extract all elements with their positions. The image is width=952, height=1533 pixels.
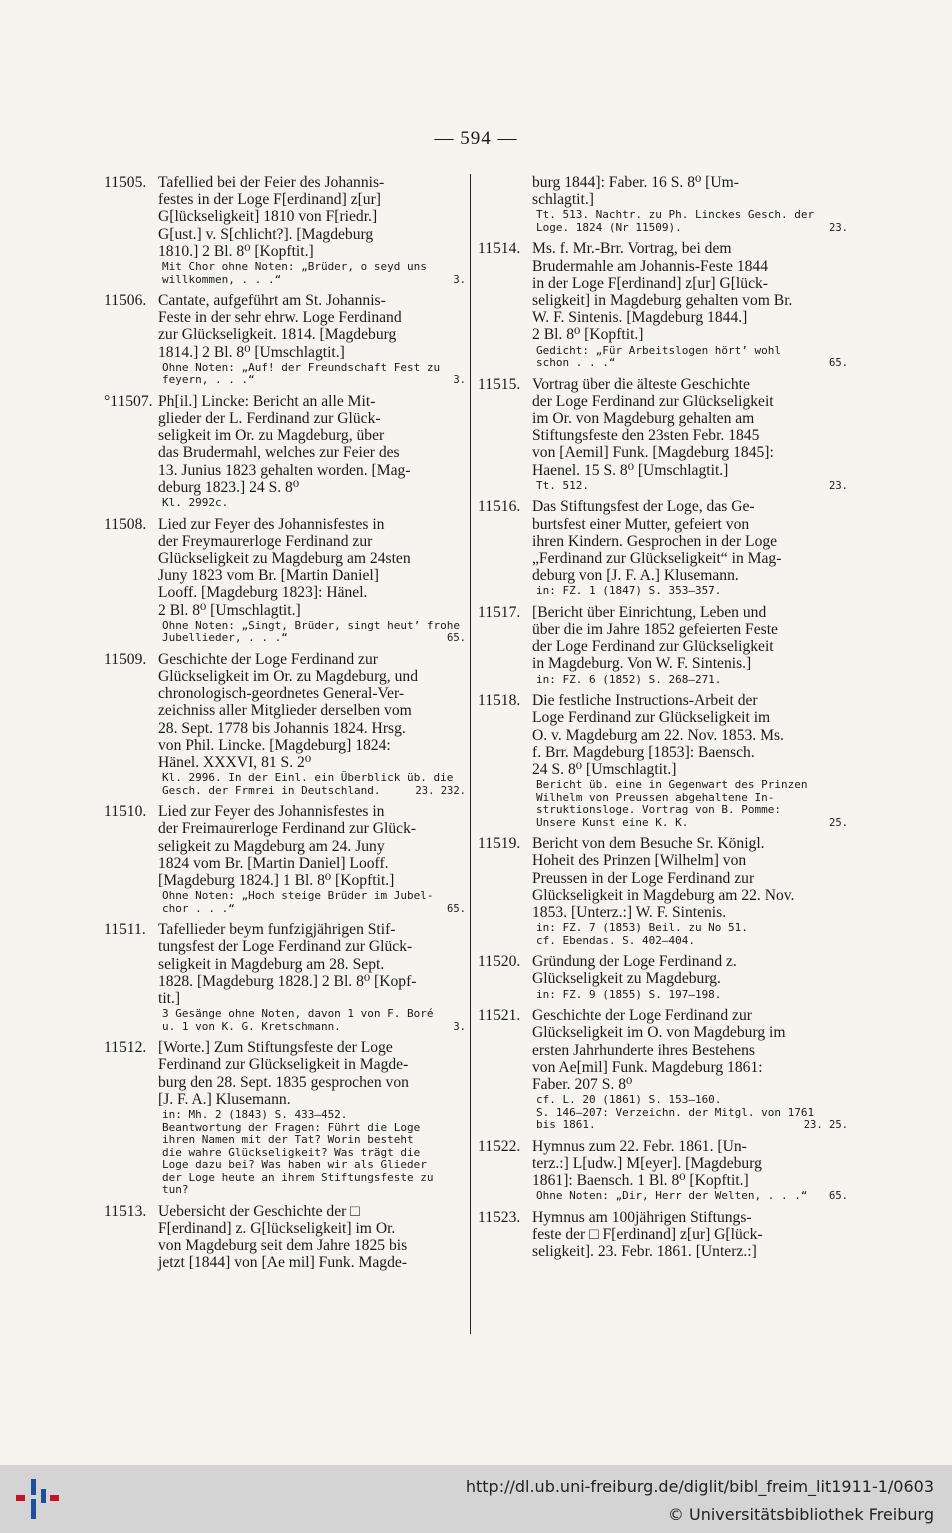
- note-line: Ohne Noten: „Hoch steige Brüder im Jubel-: [162, 889, 434, 903]
- note-line: Ohne Noten: „Auf! der Freundschaft Fest zu: [162, 360, 441, 374]
- entry-text: [532, 835, 848, 921]
- entry-text: [158, 803, 466, 889]
- entry-line: Faber. 207 S. 8⁰: [532, 1075, 633, 1093]
- entry-line: Stiftungsfeste den 23sten Febr. 1845: [532, 427, 760, 445]
- entry-line: 1828. [Magdeburg 1828.] 2 Bl. 8⁰ [Kopf-: [158, 972, 417, 990]
- entry-line: zur Glückseligkeit. 1814. [Magdeburg: [158, 326, 397, 344]
- entry-line: 2 Bl. 8⁰ [Kopftit.]: [532, 326, 644, 344]
- entry-number: 11522.: [478, 1137, 521, 1155]
- entry-line: Glückseligkeit im O. von Magdeburg im: [532, 1024, 786, 1042]
- note-line: in: FZ. 1 (1847) S. 353—357.: [536, 584, 722, 598]
- entry-text: [158, 921, 466, 1007]
- note-line: Mit Chor ohne Noten: „Brüder, o seyd uns: [162, 260, 427, 274]
- entry-line: 13. Junius 1823 gehalten worden. [Mag-: [158, 461, 411, 479]
- entry-note: [532, 989, 848, 1002]
- entry-line: feste der □ F[erdinand] z[ur] G[lück-: [532, 1225, 763, 1243]
- entry-line: seligkeit zu Magdeburg am 24. Juny: [158, 837, 385, 855]
- entry-line: burg 1844]: Faber. 16 S. 8⁰ [Um-: [532, 174, 739, 191]
- entry-line: f. Brr. Magdeburg [1853]: Baensch.: [532, 743, 755, 761]
- entry-line: W. F. Sintenis. [Magdeburg 1844.]: [532, 309, 748, 327]
- entry-note: [158, 620, 466, 645]
- note-reference: 3.: [453, 1020, 466, 1033]
- entry-line: der Freymaurerloge Ferdinand zur: [158, 532, 373, 550]
- entry-line: Preussen in der Loge Ferdinand zur: [532, 869, 755, 887]
- entry-line: Ph[il.] Lincke: Bericht an alle Mit-: [158, 392, 376, 410]
- entry-number: 11512.: [104, 1039, 147, 1057]
- entry-text: [532, 604, 848, 673]
- entry-line: burg den 28. Sept. 1835 gesprochen von: [158, 1073, 409, 1091]
- entry-line: tungsfest der Loge Ferdinand zur Glück-: [158, 938, 413, 956]
- note-line: Gedicht: „Für Arbeitslogen hört’ wohl: [536, 343, 782, 357]
- note-line: Tt. 512.: [536, 478, 589, 492]
- note-line: Ohne Noten: „Dir, Herr der Welten, . . .“: [536, 1189, 808, 1203]
- entry-line: Geschichte der Loge Ferdinand zur: [532, 1007, 752, 1025]
- note-line: u. 1 von K. G. Kretschmann.: [162, 1019, 341, 1033]
- entry-number: 11510.: [104, 803, 147, 821]
- entry-line: 24 S. 8⁰ [Umschlagtit.]: [532, 760, 677, 778]
- bibliography-entry: [104, 803, 466, 915]
- entry-line: Lied zur Feyer des Johannisfestes in: [158, 803, 385, 821]
- entry-line: seligkeit in Magdeburg am 28. Sept.: [158, 955, 385, 973]
- entry-note: [158, 772, 466, 797]
- note-reference: 23.: [829, 479, 848, 492]
- entry-line: burtsfest einer Mutter, gefeiert von: [532, 515, 750, 533]
- note-line: Loge. 1824 (Nr 11509).: [536, 220, 682, 234]
- bibliography-entry: [104, 651, 466, 797]
- bibliography-entry: [478, 498, 848, 598]
- entry-number: 11506.: [104, 292, 147, 310]
- entry-line: G[lückseligkeit] 1810 von F[riedr.]: [158, 208, 378, 226]
- entry-note: [532, 779, 848, 829]
- note-line: Beantwortung der Fragen: Führt die Loge: [162, 1120, 421, 1134]
- entry-line: seligkeit]. 23. Febr. 1861. [Unterz.:]: [532, 1243, 757, 1261]
- bibliography-entry: [478, 174, 848, 234]
- entry-line: Glückseligkeit im Or. zu Magdeburg, und: [158, 667, 418, 685]
- entry-line: Ferdinand zur Glückseligkeit in Magde-: [158, 1056, 409, 1074]
- entry-text: [532, 953, 848, 987]
- entry-line: 28. Sept. 1778 bis Johannis 1824. Hrsg.: [158, 719, 406, 737]
- entry-line: seligkeit] in Magdeburg gehalten vom Br.: [532, 292, 793, 310]
- entry-text: [532, 376, 848, 479]
- entry-line: Glückseligkeit in Magdeburg am 22. Nov.: [532, 886, 795, 904]
- note-line: Wilhelm von Preussen abgehaltene In-: [536, 790, 775, 804]
- entry-note: [532, 209, 848, 234]
- entry-line: Juny 1823 vom Br. [Martin Daniel]: [158, 567, 379, 585]
- entry-note: [158, 497, 466, 510]
- entry-line: der Freimaurerloge Ferdinand zur Glück-: [158, 820, 417, 838]
- entry-line: 1810.] 2 Bl. 8⁰ [Kopftit.]: [158, 242, 314, 260]
- entry-line: seligkeit im Or. zu Magdeburg, über: [158, 427, 385, 445]
- entry-line: Bericht von dem Besuche Sr. Königl.: [532, 835, 765, 853]
- entry-number: 11518.: [478, 692, 521, 710]
- entry-number: 11508.: [104, 515, 147, 533]
- entry-number: 11521.: [478, 1007, 521, 1025]
- page-number: — 594 —: [434, 128, 518, 149]
- note-line: cf. Ebendas. S. 402—404.: [536, 933, 695, 947]
- entry-line: der Loge Ferdinand zur Glückseligkeit: [532, 392, 774, 410]
- entry-text: [158, 393, 466, 496]
- note-line: Loge dazu bei? Was haben wir als Glieder: [162, 1158, 427, 1172]
- entry-text: [532, 1007, 848, 1093]
- entry-text: [532, 174, 848, 208]
- bibliography-entry: [104, 921, 466, 1033]
- note-line: 3 Gesänge ohne Noten, davon 1 von F. Boré: [162, 1007, 434, 1021]
- note-line: ihren Namen mit der Tat? Worin besteht: [162, 1133, 414, 1147]
- entry-note: [532, 922, 848, 947]
- note-reference: 65.: [447, 632, 466, 645]
- entry-text: [158, 1039, 466, 1108]
- entry-note: [158, 1008, 466, 1033]
- entry-line: Looff. [Magdeburg 1823]: Hänel.: [158, 584, 368, 602]
- entry-number: 11505.: [104, 174, 147, 191]
- entry-line: Gründung der Loge Ferdinand z.: [532, 953, 737, 971]
- entry-line: Ms. f. Mr.-Brr. Vortrag, bei dem: [532, 240, 732, 258]
- entry-line: über die im Jahre 1852 gefeierten Feste: [532, 621, 778, 639]
- note-line: in: FZ. 9 (1855) S. 197—198.: [536, 987, 722, 1001]
- entry-line: Lied zur Feyer des Johannisfestes in: [158, 515, 385, 533]
- entry-line: Hymnus zum 22. Febr. 1861. [Un-: [532, 1137, 747, 1155]
- entry-text: [532, 692, 848, 778]
- note-line: Kl. 2992c.: [162, 496, 229, 510]
- note-line: struktionsloge. Vortrag von B. Pomme:: [536, 803, 782, 817]
- note-reference: 65.: [447, 902, 466, 915]
- note-line: der Loge heute an ihrem Stiftungsfeste zu: [162, 1170, 434, 1184]
- entry-line: festes in der Loge F[erdinand] z[ur]: [158, 191, 381, 209]
- entry-line: [J. F. A.] Klusemann.: [158, 1090, 291, 1108]
- bibliography-entry: [104, 174, 466, 286]
- entry-line: Cantate, aufgeführt am St. Johannis-: [158, 292, 386, 310]
- entry-line: Die festliche Instructions-Arbeit der: [532, 692, 758, 710]
- note-line: chor . . .“: [162, 901, 235, 915]
- bibliography-entry: [478, 604, 848, 686]
- bibliography-entry: [104, 1039, 466, 1196]
- entry-line: [Magdeburg 1824.] 1 Bl. 8⁰ [Kopftit.]: [158, 872, 395, 889]
- entry-line: Feste in der sehr ehrw. Loge Ferdinand: [158, 309, 402, 327]
- entry-line: Hymnus am 100jährigen Stiftungs-: [532, 1208, 752, 1226]
- bibliography-entry: [478, 376, 848, 493]
- note-line: feyern, . . .“: [162, 373, 255, 387]
- bibliography-entry: [104, 292, 466, 387]
- footer-bar: [0, 1465, 952, 1533]
- entry-line: von [Aemil] Funk. [Magdeburg 1845]:: [532, 444, 774, 462]
- entry-line: 1824 vom Br. [Martin Daniel] Looff.: [158, 854, 389, 872]
- entry-line: Das Stiftungsfest der Loge, das Ge-: [532, 498, 755, 516]
- note-line: in: Mh. 2 (1843) S. 433—452.: [162, 1108, 348, 1122]
- entry-text: [532, 498, 848, 584]
- entry-line: ihren Kindern. Gesprochen in der Loge: [532, 532, 778, 550]
- note-line: S. 146—207: Verzeichn. der Mitgl. von 1761: [536, 1105, 815, 1119]
- note-line: die wahre Glückseligkeit? Was trägt die: [162, 1145, 421, 1159]
- entry-line: 1814.] 2 Bl. 8⁰ [Umschlagtit.]: [158, 343, 345, 361]
- entry-text: [532, 1138, 848, 1190]
- entry-line: Hänel. XXXVI, 81 S. 2⁰: [158, 753, 312, 771]
- entry-line: jetzt [1844] von [Ae mil] Funk. Magde-: [158, 1254, 408, 1272]
- note-reference: 65.: [829, 1190, 848, 1203]
- entry-line: glieder der L. Ferdinand zur Glück-: [158, 410, 381, 428]
- bibliography-entry: [478, 1209, 848, 1261]
- entry-line: 1861]: Baensch. 1 Bl. 8⁰ [Kopftit.]: [532, 1172, 749, 1190]
- entry-line: der Loge Ferdinand zur Glückseligkeit: [532, 638, 774, 656]
- entry-line: 1853. [Unterz.:] W. F. Sintenis.: [532, 904, 727, 921]
- entry-note: [158, 261, 466, 286]
- entry-note: [158, 1109, 466, 1197]
- entry-line: 2 Bl. 8⁰ [Umschlagtit.]: [158, 601, 301, 619]
- entry-note: [532, 585, 848, 598]
- bibliography-entry: [478, 1138, 848, 1203]
- note-line: bis 1861.: [536, 1118, 596, 1132]
- ub-freiburg-logo-icon[interactable]: [12, 1475, 62, 1523]
- entry-line: chronologisch-geordnetes General-Ver-: [158, 685, 405, 703]
- note-reference: 23.: [829, 221, 848, 234]
- entry-line: [Bericht über Einrichtung, Leben und: [532, 603, 767, 621]
- entry-line: G[ust.] v. S[chlicht?]. [Magdeburg: [158, 225, 374, 243]
- footer-copyright: © Universitätsbibliothek Freiburg: [667, 1505, 934, 1524]
- entry-line: deburg 1823.] 24 S. 8⁰: [158, 478, 300, 496]
- entry-line: im Or. von Magdeburg gehalten am: [532, 410, 755, 428]
- entry-number: 11519.: [478, 835, 521, 853]
- entry-line: Hoheit des Prinzen [Wilhelm] von: [532, 852, 747, 870]
- bibliography-entry: [478, 240, 848, 369]
- note-line: cf. L. 20 (1861) S. 153—160.: [536, 1093, 722, 1107]
- entry-line: in der Loge F[erdinand] z[ur] G[lück-: [532, 274, 768, 292]
- entry-text: [532, 240, 848, 343]
- note-line: Jubellieder, . . .“: [162, 631, 288, 645]
- entry-line: von Magdeburg seit dem Jahre 1825 bis: [158, 1236, 408, 1254]
- bibliography-entry: [104, 393, 466, 510]
- entry-number: 11517.: [478, 603, 521, 621]
- entry-line: in Magdeburg. Von W. F. Sintenis.]: [532, 655, 752, 673]
- entry-line: [Worte.] Zum Stiftungsfeste der Loge: [158, 1039, 393, 1057]
- note-line: willkommen, . . .“: [162, 272, 282, 286]
- note-reference: 3.: [453, 273, 466, 286]
- note-reference: 23. 232.: [415, 784, 466, 797]
- entry-line: O. v. Magdeburg am 22. Nov. 1853. Ms.: [532, 726, 784, 744]
- entry-note: [158, 890, 466, 915]
- entry-number: 11520.: [478, 953, 521, 971]
- entry-line: das Brudermahl, welches zur Feier des: [158, 444, 400, 462]
- entry-note: [532, 480, 848, 493]
- note-reference: 23. 25.: [803, 1119, 848, 1132]
- note-line: Unsere Kunst eine K. K.: [536, 815, 689, 829]
- note-line: Kl. 2996. In der Einl. ein Überblick üb. die: [162, 771, 454, 785]
- entry-number: 11523.: [478, 1208, 521, 1226]
- entry-line: „Ferdinand zur Glückseligkeit“ in Mag-: [532, 549, 782, 567]
- entry-text: [158, 1203, 466, 1272]
- right-column: [478, 174, 848, 1266]
- entry-line: F[erdinand] z. G[lückseligkeit] im Or.: [158, 1219, 396, 1237]
- entry-number: 11515.: [478, 375, 521, 393]
- entry-line: zeichniss aller Mitglieder derselben vom: [158, 702, 412, 720]
- entry-text: [158, 292, 466, 361]
- entry-line: deburg von [J. F. A.] Klusemann.: [532, 567, 739, 585]
- note-line: Bericht üb. eine in Gegenwart des Prinzen: [536, 778, 808, 792]
- entry-line: von Phil. Lincke. [Magdeburg] 1824:: [158, 736, 391, 754]
- note-line: Tt. 513. Nachtr. zu Ph. Linckes Gesch. der: [536, 208, 815, 222]
- entry-text: [158, 516, 466, 619]
- entry-line: Loge Ferdinand zur Glückseligkeit im: [532, 709, 771, 727]
- entry-note: [532, 1190, 848, 1203]
- entry-number: 11511.: [104, 921, 146, 939]
- entry-text: [532, 1209, 848, 1261]
- note-reference: 25.: [829, 816, 848, 829]
- entry-line: schlagtit.]: [532, 191, 594, 209]
- bibliography-entry: [104, 1203, 466, 1272]
- entry-line: Brudermahle am Johannis-Feste 1844: [532, 257, 769, 275]
- entry-line: Tafellieder beym funfzigjährigen Stif-: [158, 921, 396, 939]
- entry-note: [532, 674, 848, 687]
- note-reference: 65.: [829, 357, 848, 370]
- bibliography-entry: [104, 516, 466, 645]
- entry-line: Glückseligkeit zu Magdeburg.: [532, 970, 721, 988]
- note-line: tun?: [162, 1183, 189, 1197]
- entry-line: Geschichte der Loge Ferdinand zur: [158, 650, 378, 668]
- entry-text: [158, 651, 466, 771]
- entry-number: 11514.: [478, 240, 521, 258]
- entry-line: Glückseligkeit zu Magdeburg am 24sten: [158, 549, 411, 567]
- entry-note: [532, 345, 848, 370]
- left-column: [104, 174, 466, 1277]
- note-line: Gesch. der Frmrei in Deutschland.: [162, 783, 381, 797]
- entry-line: Uebersicht der Geschichte der □: [158, 1202, 360, 1220]
- entry-number: °11507.: [104, 392, 153, 410]
- note-reference: 3.: [453, 374, 466, 387]
- note-line: Ohne Noten: „Singt, Brüder, singt heut’ frohe: [162, 618, 461, 632]
- entry-line: terz.:] L[udw.] M[eyer]. [Magdeburg: [532, 1154, 762, 1172]
- note-line: in: FZ. 6 (1852) S. 268—271.: [536, 672, 722, 686]
- note-line: in: FZ. 7 (1853) Beil. zu No 51.: [536, 921, 748, 935]
- entry-number: 11516.: [478, 498, 521, 516]
- entry-line: tit.]: [158, 990, 181, 1008]
- bibliography-entry: [478, 835, 848, 947]
- entry-text: [158, 174, 466, 260]
- entry-line: von Ae[mil] Funk. Magdeburg 1861:: [532, 1058, 763, 1076]
- entry-note: [158, 362, 466, 387]
- entry-line: Vortrag über die älteste Geschichte: [532, 375, 750, 393]
- footer-url-link[interactable]: http://dl.ub.uni-freiburg.de/diglit/bibl_freim_lit1911-1/0603: [465, 1477, 934, 1496]
- column-divider: [470, 174, 471, 1334]
- entry-line: Haenel. 15 S. 8⁰ [Umschlagtit.]: [532, 461, 729, 479]
- entry-line: ersten Jahrhunderte ihres Bestehens: [532, 1041, 756, 1059]
- bibliography-entry: [478, 953, 848, 1001]
- bibliography-entry: [478, 692, 848, 829]
- entry-number: 11513.: [104, 1202, 147, 1220]
- entry-note: [532, 1094, 848, 1132]
- entry-line: Tafellied bei der Feier des Johannis-: [158, 174, 385, 191]
- bibliography-entry: [478, 1007, 848, 1132]
- entry-number: 11509.: [104, 650, 147, 668]
- note-line: schon . . .“: [536, 356, 616, 370]
